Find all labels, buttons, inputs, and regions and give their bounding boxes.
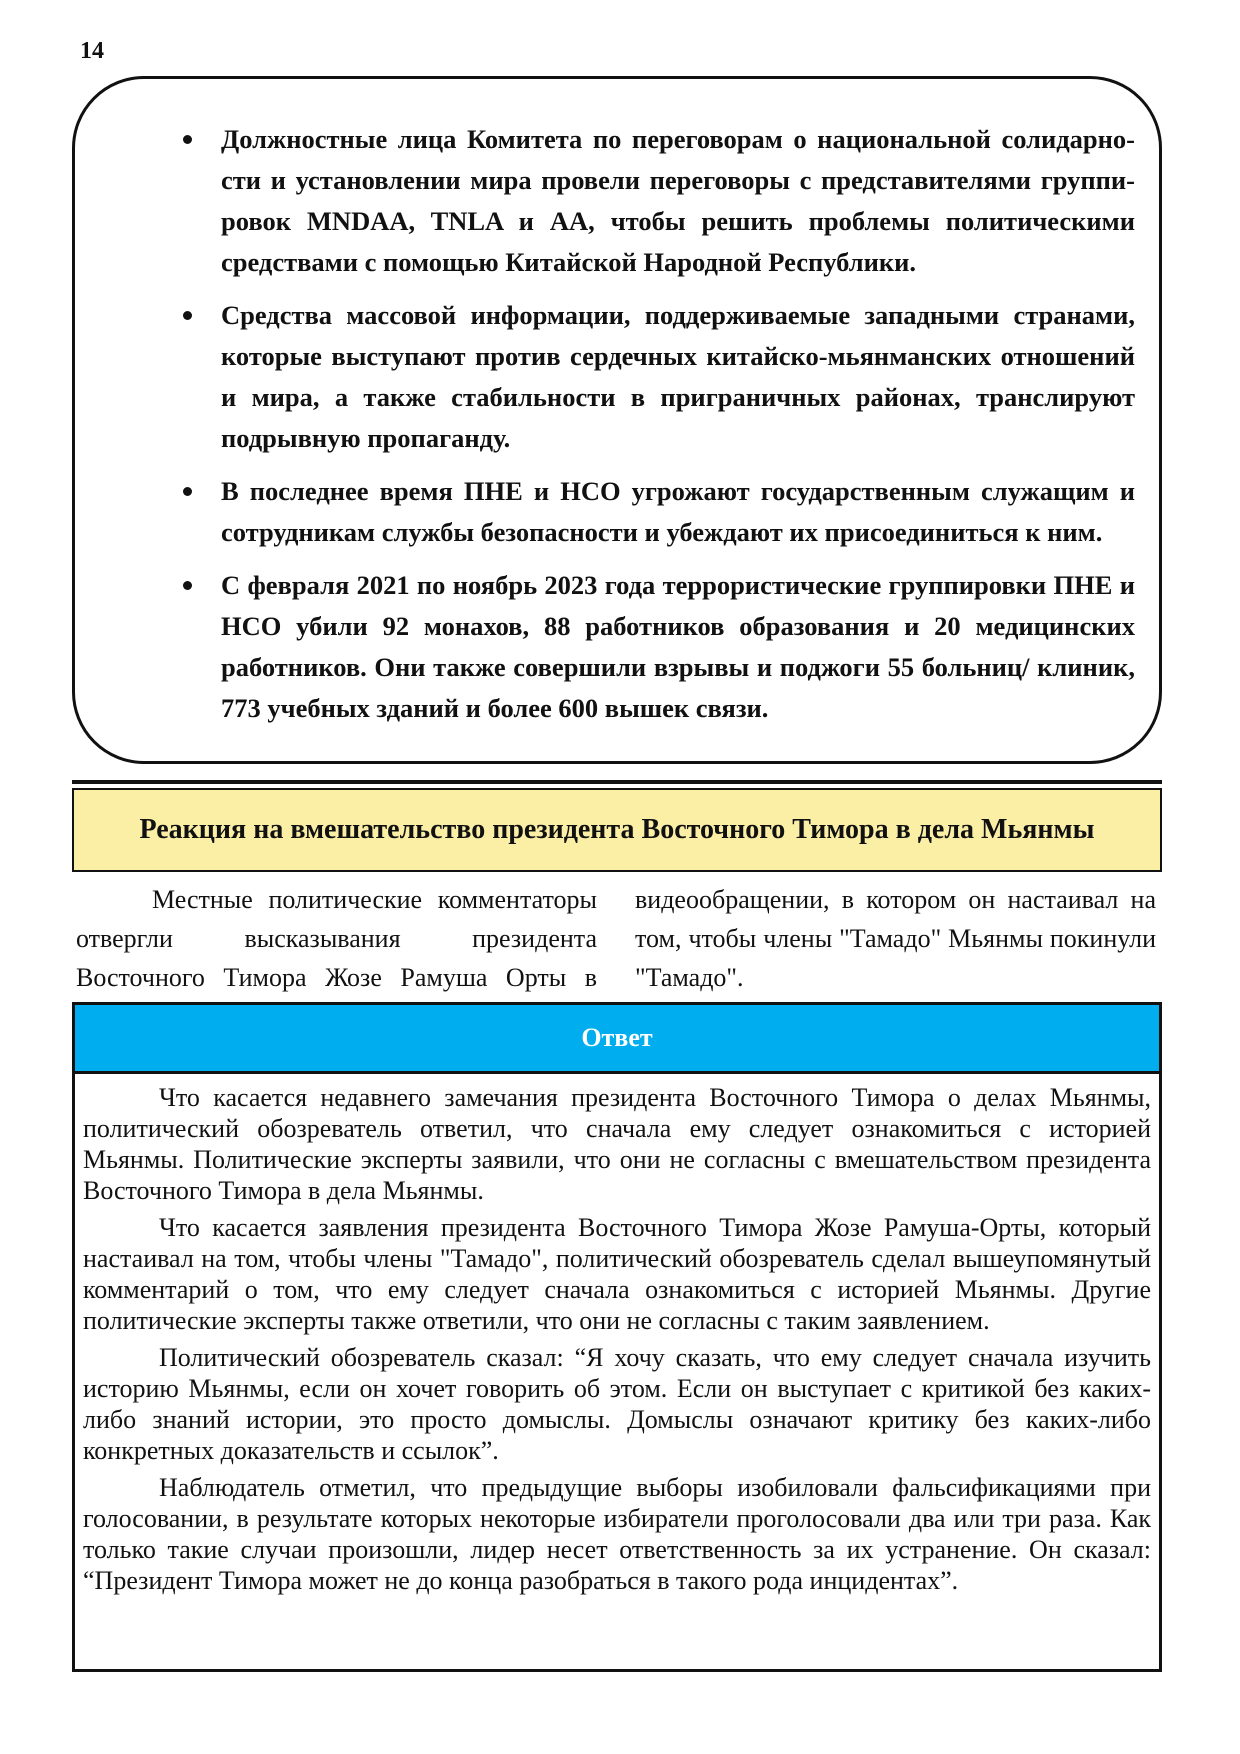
answer-paragraph: Политический обозреватель сказал: “Я хочу сказать, что ему следует сначала изучить историю Мьянмы, если он хочет говорить об этом. Если он выступает с критикой без каких-либо знаний истории, это просто домыслы. Домыслы означают критику без каких-либо конкретных доказательств и ссылок”.	[83, 1343, 1151, 1465]
list-item	[145, 565, 1135, 729]
list-item	[145, 119, 1135, 283]
bullet-text: В последнее время ПНЕ и НСО угрожают государственным служащим и сотрудникам службы безопасности и убеждают их присоединиться к ним.	[221, 476, 1135, 547]
bullet-icon	[183, 581, 192, 590]
list-item	[145, 295, 1135, 459]
key-points-list	[145, 119, 1135, 741]
intro-paragraph: Местные политические комментаторы отвергли высказывания президента Восточного Тимора Жозе Рамуша Орты в видеообращении, в котором он настаивал на том, чтобы члены "Тамадо" Мьянмы покинули "Тамадо".	[76, 885, 1156, 992]
answer-paragraph: Наблюдатель отметил, что предыдущие выборы изобиловали фальсификациями при голосовании, в результате которых некоторые избиратели проголосовали два или три раза. Как только такие случаи произошли, лидер несет ответственность за их устранение. Он сказал: “Президент Тимора может не до конца разобраться в такого рода инцидентах”.	[83, 1473, 1151, 1595]
section-divider	[72, 780, 1162, 784]
list-item	[145, 471, 1135, 553]
section-heading: Реакция на вмешательство президента Восточного Тимора в дела Мьянмы	[72, 788, 1162, 872]
bullet-icon	[183, 135, 192, 144]
bullet-text: С февраля 2021 по ноябрь 2023 года террористические группировки ПНЕ и НСО убили 92 монахов, 88 работников образования и 20 медицинских работников. Они также совершили взрывы и поджоги 55 больниц/ клиник, 773 учебных зданий и более 600 вышек связи.	[221, 570, 1135, 723]
answer-box	[72, 1002, 1162, 1672]
bullet-text: Должностные лица Комитета по переговорам о национальной солидарности и установлении мира провели переговоры с представителями группировок MNDAA, TNLA и AA, чтобы решить проблемы политическими средствами с помощью Китайской Народной Республики.	[221, 124, 1135, 277]
bullet-icon	[183, 311, 192, 320]
answer-paragraph: Что касается недавнего замечания президента Восточного Тимора о делах Мьянмы, политический обозреватель ответил, что сначала ему следует ознакомиться с историей Мьянмы. Политические эксперты заявили, что они не согласны с вмешательством президента Восточного Тимора в дела Мьянмы.	[83, 1083, 1151, 1205]
key-points-box	[72, 76, 1162, 764]
answer-paragraph: Что касается заявления президента Восточного Тимора Жозе Рамуша-Орты, который настаивал на том, чтобы члены "Тамадо", политический обозреватель сделал вышеупомянутый комментарий о том, что ему следует сначала ознакомиться с историей Мьянмы. Другие политические эксперты также ответили, что они не согласны с таким заявлением.	[83, 1213, 1151, 1335]
page-number: 14	[80, 38, 104, 64]
bullet-icon	[183, 487, 192, 496]
answer-body	[75, 1074, 1159, 1596]
answer-header: Ответ	[75, 1005, 1159, 1074]
bullet-text: Средства массовой информации, поддерживаемые западными странами, которые выступают против сердечных китайско-мьянманских отношений и мира, а также стабильности в приграничных районах, транслируют подрывную пропаганду.	[221, 300, 1135, 453]
